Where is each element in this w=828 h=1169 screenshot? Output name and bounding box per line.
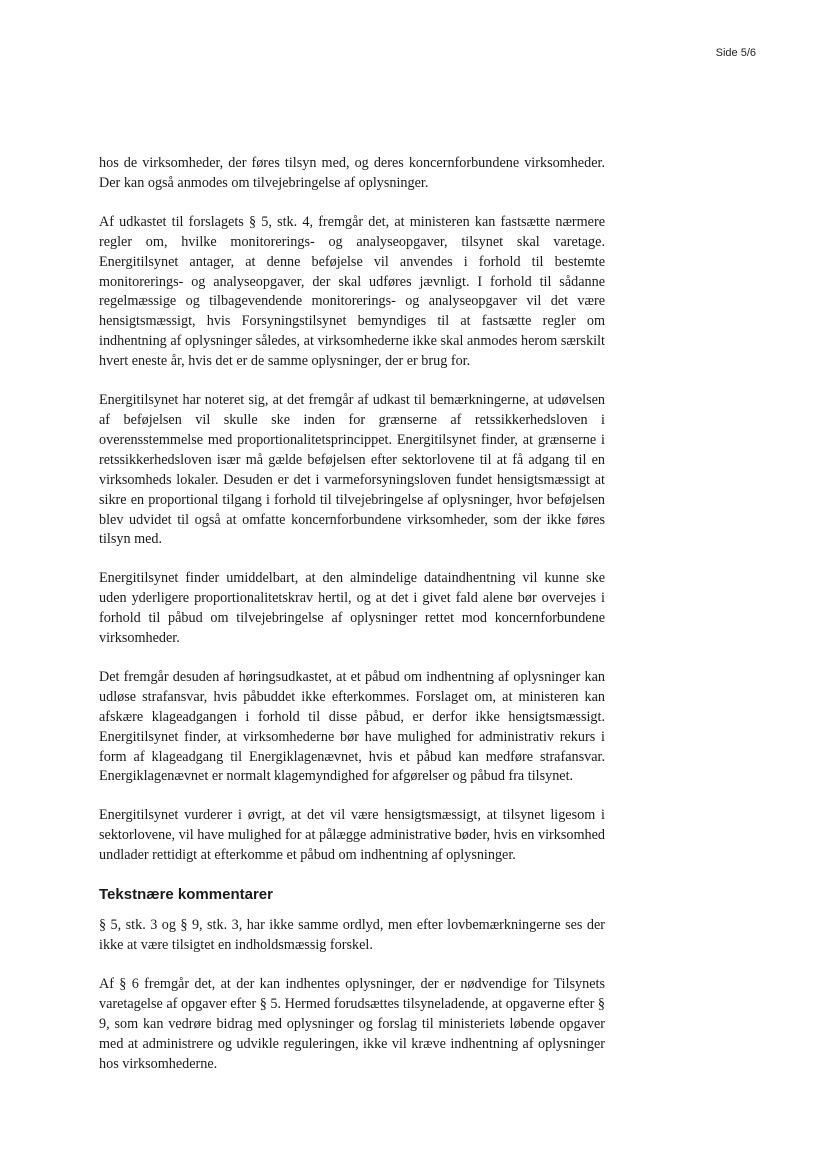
paragraph: Energitilsynet har noteret sig, at det fremgår af udkast til bemærkningerne, at udøvelsen af beføjelsen vil skulle ske inden for grænserne af retssikkerhedsloven i overensstemmelse med proportionalitetsprincippet. Energitilsynet finder, at grænserne i retssikkerhedsloven især må gælde beføjelsen efter sektorlovene til at få adgang til en virksomheds lokaler. Desuden er det i varmeforsyningsloven fundet hensigtsmæssigt at sikre en proportional tilgang i forhold til tilvejebringelse af oplysninger, hvor beføjelsen blev udvidet til også at omfatte koncernforbundene virksomheder, som der ikke føres tilsyn med. [99,392,605,548]
paragraph: hos de virksomheder, der føres tilsyn med, og deres koncernforbundene virksomheder. Der kan også anmodes om tilvejebringelse af oplysninger. [99,155,605,191]
paragraph: Energitilsynet vurderer i øvrigt, at det vil være hensigtsmæssigt, at tilsynet ligesom i sektorlovene, vil have mulighed for at pålægge administrative bøder, hvis en virksomhed undlader rettidigt at efterkomme et påbud om indhentning af oplysninger. [99,807,605,864]
paragraph: § 5, stk. 3 og § 9, stk. 3, har ikke samme ordlyd, men efter lovbemærkningerne ses der ikke at være tilsigtet en indholdsmæssig forskel. [99,917,605,953]
paragraph: Af § 6 fremgår det, at der kan indhentes oplysninger, der er nødvendige for Tilsynets varetagelse af opgaver efter § 5. Hermed forudsættes tilsyneladende, at opgaverne efter § 9, som kan vedrøre bidrag med oplysninger og forslag til ministeriets løbende opgaver med at administrere og udvikle reguleringen, ikke vil kræve indhentning af oplysninger hos virksomhederne. [99,975,605,1072]
paragraph: Det fremgår desuden af høringsudkastet, at et påbud om indhentning af oplysninger kan udløse strafansvar, hvis påbuddet ikke efterkommes. Forslaget om, at ministeren kan afskære klageadgangen i forhold til disse påbud, er derfor ikke hensigtsmæssigt. Energitilsynet finder, at virksomhederne bør have mulighed for administrativ rekurs i form af klageadgang til Energiklagenævnet, hvis et påbud kan medføre strafansvar. Energiklagenævnet er normalt klagemyndighed for afgørelser og påbud fra tilsynet. [99,668,605,785]
section-heading: Tekstnære kommentarer [99,886,273,904]
paragraph: Af udkastet til forslagets § 5, stk. 4, fremgår det, at ministeren kan fastsætte nærmere regler om, hvilke monitorerings- og analyseopgaver, tilsynet skal varetage. Energitilsynet antager, at denne beføjelse vil anvendes i forhold til bestemte monitorerings- og analyseopgaver, der skal udføres jævnligt. I forhold til sådanne regelmæssige og tilbagevendende monitorerings- og analyseopgaver vil det være hensigtsmæssigt, hvis Forsyningstilsynet bemyndiges til at fastsætte regler om indhentning af oplysninger således, at virksomhederne ikke skal anmodes herom særskilt hvert eneste år, hvis det er de samme oplysninger, der er brug for. [99,213,605,370]
document-body [99,154,605,1093]
paragraph: Energitilsynet finder umiddelbart, at den almindelige dataindhentning vil kunne ske uden yderligere proportionalitetskrav hertil, og at det i givet fald alene bør overvejes i forhold til påbud om tilvejebringelse af oplysninger rettet mod koncernforbundene virksomheder. [99,570,605,647]
page-number: Side 5/6 [715,47,756,59]
